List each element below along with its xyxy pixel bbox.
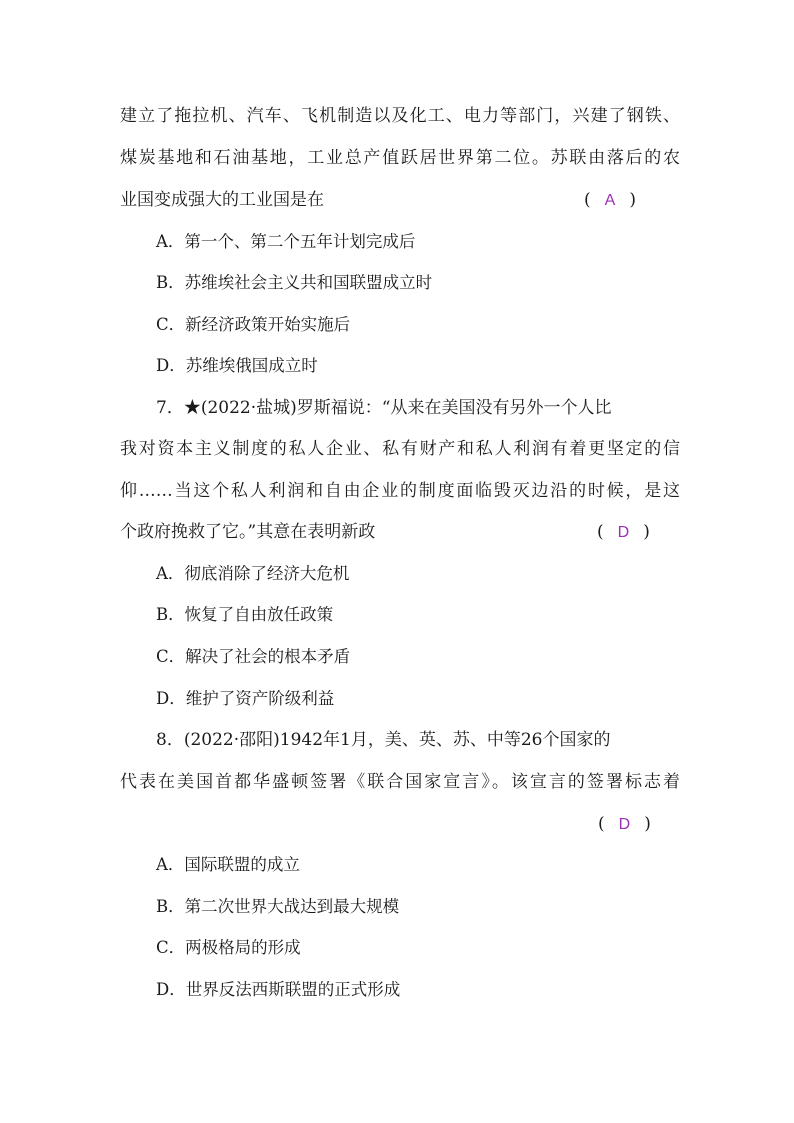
bracket-close: ) <box>629 190 636 210</box>
q6-option-a: A．第一个、第二个五年计划完成后 <box>156 232 416 251</box>
q6-stem-line-2: 煤炭基地和石油基地，工业总产值跃居世界第二位。苏联由落后的农 <box>120 148 680 168</box>
q8-option-a: A．国际联盟的成立 <box>156 855 300 874</box>
q7-stem-line-3: 仰……当这个私人利润和自由企业的制度面临毁灭边沿的时候，是这 <box>120 481 680 501</box>
q7-stem-line-2: 我对资本主义制度的私人企业、私有财产和私人利润有着更坚定的信 <box>120 439 680 459</box>
q6-option-d: D．苏维埃俄国成立时 <box>156 356 318 375</box>
q6-option-c: C．新经济政策开始实施后 <box>156 315 351 334</box>
q7-stem-line-4: 个政府挽救了它。”其意在表明新政 <box>120 522 376 542</box>
q6-answer: A <box>604 192 616 209</box>
q7-option-b: B．恢复了自由放任政策 <box>156 605 334 624</box>
q7-stem-line-1: 7．★(2022·盐城)罗斯福说：“从来在美国没有另外一个人比 <box>156 398 612 418</box>
q6-option-b: B．苏维埃社会主义共和国联盟成立时 <box>156 273 433 292</box>
q8-option-d: D．世界反法西斯联盟的正式形成 <box>156 980 401 999</box>
bracket-open: ( <box>584 190 591 210</box>
q8-answer-bracket <box>598 809 651 839</box>
q6-stem-line-1: 建立了拖拉机、汽车、飞机制造以及化工、电力等部门，兴建了钢铁、 <box>120 106 680 126</box>
q8-answer: D <box>618 816 631 833</box>
q8-stem-line-2: 代表在美国首都华盛顿签署《联合国家宣言》。该宣言的签署标志着 <box>120 772 680 792</box>
q7-option-d: D．维护了资产阶级利益 <box>156 689 335 708</box>
q7-answer: D <box>617 524 630 541</box>
bracket-open: ( <box>597 522 604 542</box>
q8-option-b: B．第二次世界大战达到最大规模 <box>156 897 400 916</box>
q7-answer-bracket <box>597 517 650 547</box>
bracket-open: ( <box>598 814 605 834</box>
q6-stem-line-3: 业国变成强大的工业国是在 <box>120 190 324 210</box>
q6-answer-bracket <box>584 185 636 215</box>
bracket-close: ) <box>644 814 651 834</box>
q7-option-c: C．解决了社会的根本矛盾 <box>156 647 351 666</box>
q8-option-c: C．两极格局的形成 <box>156 938 301 957</box>
q8-stem-line-1: 8．(2022·邵阳)1942年1月，美、英、苏、中等26个国家的 <box>156 730 611 750</box>
q7-option-a: A．彻底消除了经济大危机 <box>156 564 350 583</box>
bracket-close: ) <box>643 522 650 542</box>
